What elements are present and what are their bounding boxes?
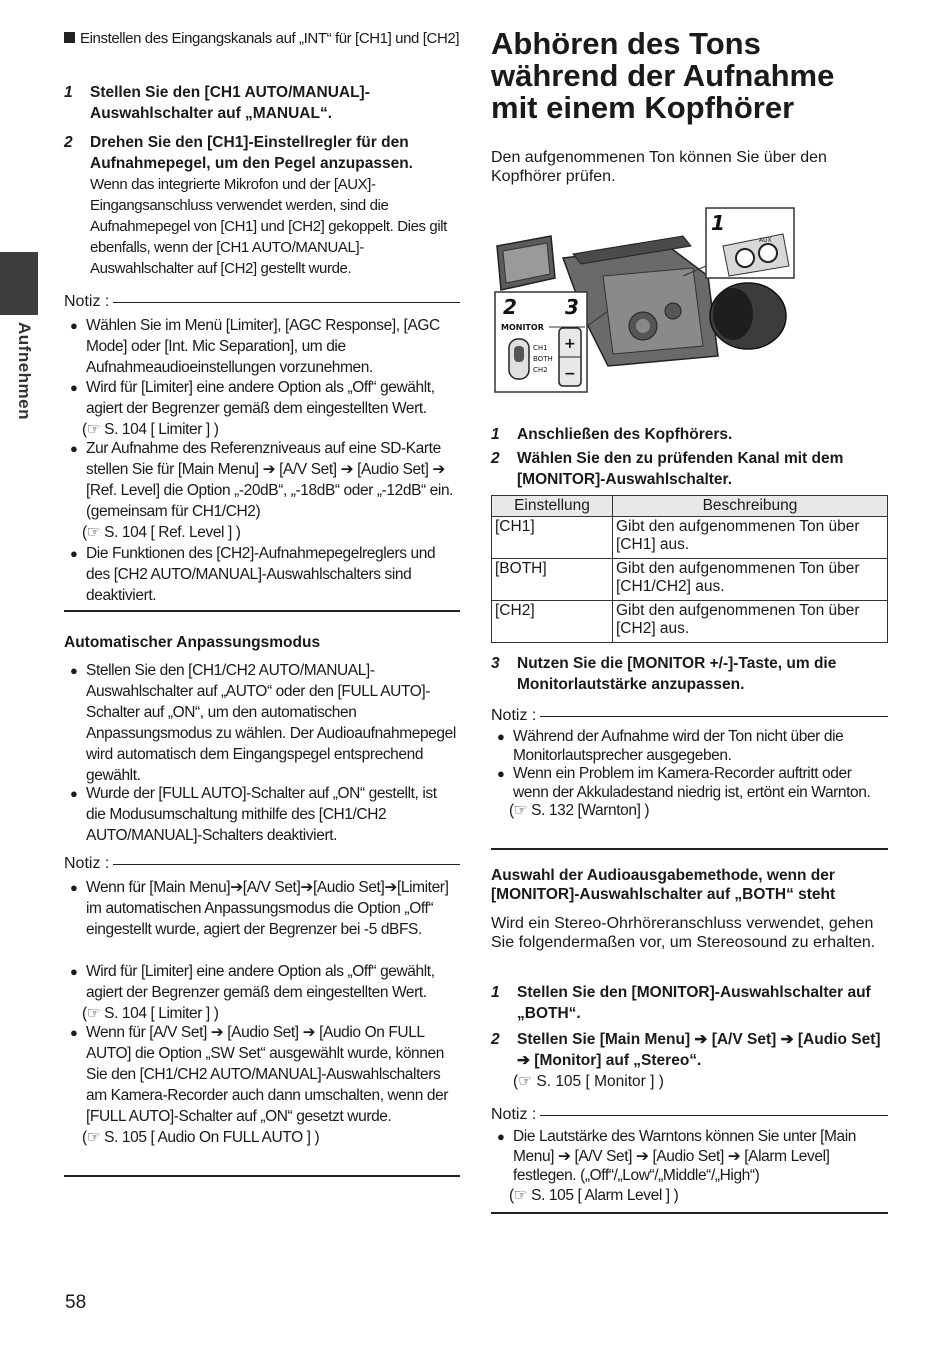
table-header: Einstellung	[492, 496, 613, 517]
page-reference: (☞ S. 104 [ Ref. Level ] )	[82, 524, 241, 541]
camcorder-illustration	[493, 206, 799, 398]
page-reference: (☞ S. 105 [ Alarm Level ] )	[509, 1186, 679, 1204]
list-item: ● Wird für [Limiter] eine andere Option als „Off“ gewählt, agiert der Begrenzer gemäß dem eingestellten Wert. (☞ S. 104 [ Limiter ] )	[64, 377, 460, 440]
divider	[491, 848, 888, 850]
table-row: [CH1] Gibt den aufgenommenen Ton über [CH1] aus.	[492, 517, 888, 559]
step-1: 1 Stellen Sie den [MONITOR]-Auswahlschalter auf „BOTH“.	[491, 984, 871, 1022]
callout-3-label: 3	[565, 295, 579, 319]
step-2: 2 Wählen Sie den zu prüfenden Kanal mit dem [MONITOR]-Auswahlschalter.	[491, 450, 844, 488]
page-title: Abhören des Tons während der Aufnahme mit einem Kopfhörer	[491, 26, 835, 125]
notiz-header: Notiz :	[491, 1105, 888, 1125]
notiz-header: Notiz :	[64, 854, 460, 874]
divider	[64, 1175, 460, 1177]
intro-heading: Einstellen des Eingangskanals auf „INT“ für [CH1] und [CH2]	[64, 28, 460, 49]
plus-label: +	[564, 336, 576, 352]
switch-both-label: BOTH	[533, 355, 553, 363]
switch-ch1-label: CH1	[533, 344, 548, 352]
page-reference: (☞ S. 105 [ Monitor ] )	[513, 1073, 664, 1090]
list-item: ● Die Funktionen des [CH2]-Aufnahmepegelreglers und des [CH2 AUTO/MANUAL]-Auswahlschalters sind deaktiviert.	[70, 545, 436, 604]
callout-1-label: 1	[711, 211, 725, 235]
monitor-label: MONITOR	[501, 323, 544, 332]
step-1: 1 Stellen Sie den [CH1 AUTO/MANUAL]-Auswahlschalter auf „MANUAL“.	[64, 84, 370, 122]
divider	[64, 610, 460, 612]
auto-heading: Automatischer Anpassungsmodus	[64, 634, 321, 651]
switch-ch2-label: CH2	[533, 366, 548, 374]
list-item: ● Stellen Sie den [CH1/CH2 AUTO/MANUAL]-Auswahlschalter auf „AUTO“ oder den [FULL AUTO]-Schalter auf „ON“, um den automatischen Anpassungsmodus zu wählen. Der Audioaufnahmepegel wird automatisch dem Eingangspegel entsprechend gewählt.	[70, 662, 456, 784]
minus-label: −	[564, 366, 576, 382]
list-item: ● Die Lautstärke des Warntons können Sie unter [Main Menu] ➔ [A/V Set] ➔ [Audio Set] ➔ [Alarm Level] festlegen. („Off“/„Low“/„Middle“/„High“) (☞ S. 105 [ Alarm Level ] )	[491, 1127, 888, 1205]
step-2: 2 Stellen Sie [Main Menu] ➔ [A/V Set] ➔ [Audio Set] ➔ [Monitor] auf „Stereo“. (☞ S. 105 [ Monitor ] )	[491, 1029, 888, 1092]
square-bullet-icon	[64, 32, 75, 43]
callout-2-label: 2	[503, 295, 517, 319]
list-item: ● Wenn für [A/V Set] ➔ [Audio Set] ➔ [Audio On FULL AUTO] die Option „SW Set“ ausgewählt wurde, können Sie den [CH1/CH2 AUTO/MANUAL]-Auswahlschalters am Kamera-Recorder auch dann umschalten, wenn der [FULL AUTO]-Schalter auf „ON“ gesetzt wurde. (☞ S. 105 [ Audio On FULL AUTO ] )	[64, 1022, 460, 1148]
list-item: ● Während der Aufnahme wird der Ton nicht über die Monitorlautsprecher ausgegeben.	[497, 728, 844, 764]
step-3: 3 Nutzen Sie die [MONITOR +/-]-Taste, um die Monitorlautstärke anzupassen.	[491, 655, 837, 693]
chapter-label: Aufnehmen	[15, 322, 34, 420]
divider	[491, 1212, 888, 1214]
page-reference: (☞ S. 104 [ Limiter ] )	[82, 1005, 219, 1022]
page-reference: (☞ S. 105 [ Audio On FULL AUTO ] )	[82, 1129, 320, 1146]
sub-heading: Auswahl der Audioausgabemethode, wenn der [MONITOR]-Auswahlschalter auf „BOTH“ steht	[491, 867, 836, 903]
table-row: [CH2] Gibt den aufgenommenen Ton über [CH2] aus.	[492, 601, 888, 643]
list-item: ● Wenn ein Problem im Kamera-Recorder auftritt oder wenn der Akkuladestand niedrig ist, ertönt ein Warnton. (☞ S. 132 [Warnton] )	[491, 765, 888, 821]
step-2: 2 Drehen Sie den [CH1]-Einstellregler für den Aufnahmepegel, um den Pegel anzupassen. Wenn das integrierte Mikrofon und der [AUX]-Eingangsanschluss verwendet werden, sind die Aufnahmepegel von [CH1] und [CH2] gekoppelt. Dies gilt ebenfalls, wenn der [CH1 AUTO/MANUAL]-Auswahlschalter auf [CH2] gestellt wurde.	[64, 134, 447, 277]
sub-intro: Wird ein Stereo-Ohrhöreranschluss verwendet, gehen Sie folgendermaßen vor, um Stereosound zu erhalten.	[491, 915, 876, 951]
notiz-header: Notiz :	[64, 292, 460, 312]
aux-label: AUX	[759, 237, 772, 244]
page-reference: (☞ S. 104 [ Limiter ] )	[82, 421, 219, 438]
intro-text: Den aufgenommenen Ton können Sie über den Kopfhörer prüfen.	[491, 149, 827, 185]
list-item: ● Wird für [Limiter] eine andere Option als „Off“ gewählt, agiert der Begrenzer gemäß dem eingestellten Wert. (☞ S. 104 [ Limiter ] )	[64, 961, 460, 1024]
table-header: Beschreibung	[613, 496, 888, 517]
list-item: ● Zur Aufnahme des Referenzniveaus auf eine SD-Karte stellen Sie für [Main Menu] ➔ [A/V Set] ➔ [Audio Set] ➔ [Ref. Level] die Option „-20dB“, „-18dB“ oder „-12dB“ ein. (gemeinsam für CH1/CH2) (☞ S. 104 [ Ref. Level ] )	[64, 438, 460, 543]
notiz-header: Notiz :	[491, 706, 888, 726]
page-number: 58	[65, 1292, 87, 1313]
list-item: ● Wurde der [FULL AUTO]-Schalter auf „ON“ gestellt, ist die Modusumschaltung mithilfe des [CH1/CH2 AUTO/MANUAL]-Schalters deaktiviert.	[70, 785, 437, 844]
chapter-tab	[0, 252, 38, 315]
table-row: [BOTH] Gibt den aufgenommenen Ton über [CH1/CH2] aus.	[492, 559, 888, 601]
list-item: ● Wählen Sie im Menü [Limiter], [AGC Response], [AGC Mode] oder [Int. Mic Separation], um die Aufnahmeaudioeinstellungen vorzunehmen.	[70, 317, 440, 376]
page-reference: (☞ S. 132 [Warnton] )	[509, 802, 650, 819]
monitor-settings-table	[491, 495, 888, 643]
step-1: 1 Anschließen des Kopfhörers.	[491, 426, 733, 443]
list-item: ● Wenn für [Main Menu]➔[A/V Set]➔[Audio Set]➔[Limiter] im automatischen Anpassungsmodus die Option „Off“ eingestellt wurde, agiert der Begrenzer bei -5 dBFS.	[70, 879, 449, 938]
